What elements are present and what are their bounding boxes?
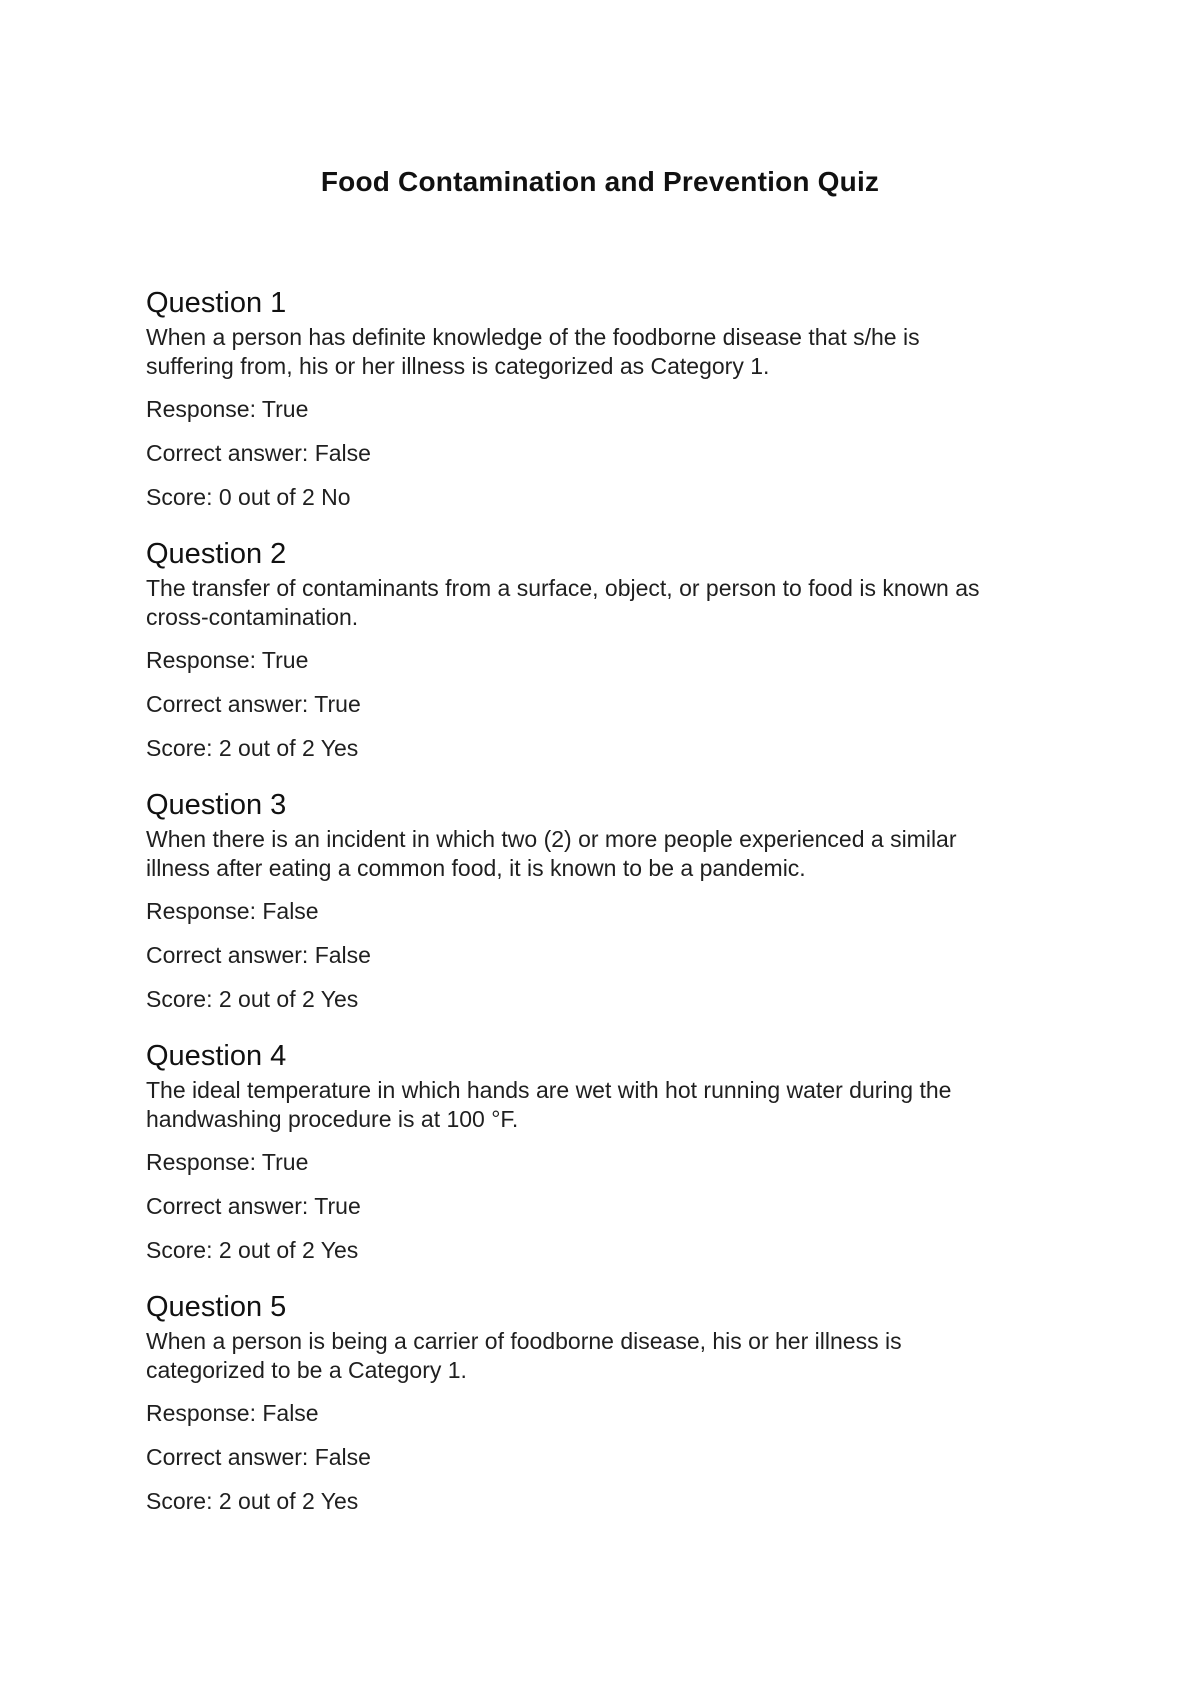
question-text: When there is an incident in which two (2) or more people experienced a similar illness after eating a common food, it is known to be a pandemic. <box>146 826 957 881</box>
question-heading: Question 1 <box>146 287 287 319</box>
question-heading: Question 2 <box>146 538 287 570</box>
response-line: Response: True <box>146 1149 309 1175</box>
question-block-5 <box>146 1290 1066 1541</box>
correct-answer-line: Correct answer: False <box>146 440 371 466</box>
correct-answer-line: Correct answer: False <box>146 1444 371 1470</box>
question-block-4 <box>146 1039 1066 1290</box>
response-line: Response: False <box>146 898 319 924</box>
question-block-3 <box>146 788 1066 1039</box>
question-text: When a person has definite knowledge of the foodborne disease that s/he is suffering from, his or her illness is categorized as Category 1. <box>146 324 920 379</box>
question-heading: Question 3 <box>146 789 287 821</box>
question-text: When a person is being a carrier of foodborne disease, his or her illness is categorized to be a Category 1. <box>146 1328 902 1383</box>
question-list <box>146 286 1066 1541</box>
question-text: The transfer of contaminants from a surface, object, or person to food is known as cross-contamination. <box>146 575 980 630</box>
question-block-1 <box>146 286 1066 537</box>
score-line: Score: 2 out of 2 Yes <box>146 1488 359 1514</box>
correct-answer-line: Correct answer: False <box>146 942 371 968</box>
response-line: Response: True <box>146 647 309 673</box>
score-line: Score: 0 out of 2 No <box>146 484 351 510</box>
score-line: Score: 2 out of 2 Yes <box>146 1237 359 1263</box>
question-block-2 <box>146 537 1066 788</box>
correct-answer-line: Correct answer: True <box>146 691 361 717</box>
score-line: Score: 2 out of 2 Yes <box>146 735 359 761</box>
correct-answer-line: Correct answer: True <box>146 1193 361 1219</box>
response-line: Response: True <box>146 396 309 422</box>
response-line: Response: False <box>146 1400 319 1426</box>
question-heading: Question 4 <box>146 1040 287 1072</box>
question-heading: Question 5 <box>146 1291 287 1323</box>
quiz-title: Food Contamination and Prevention Quiz <box>320 166 880 197</box>
question-text: The ideal temperature in which hands are wet with hot running water during the handwashing procedure is at 100 °F. <box>146 1077 952 1132</box>
score-line: Score: 2 out of 2 Yes <box>146 986 359 1012</box>
